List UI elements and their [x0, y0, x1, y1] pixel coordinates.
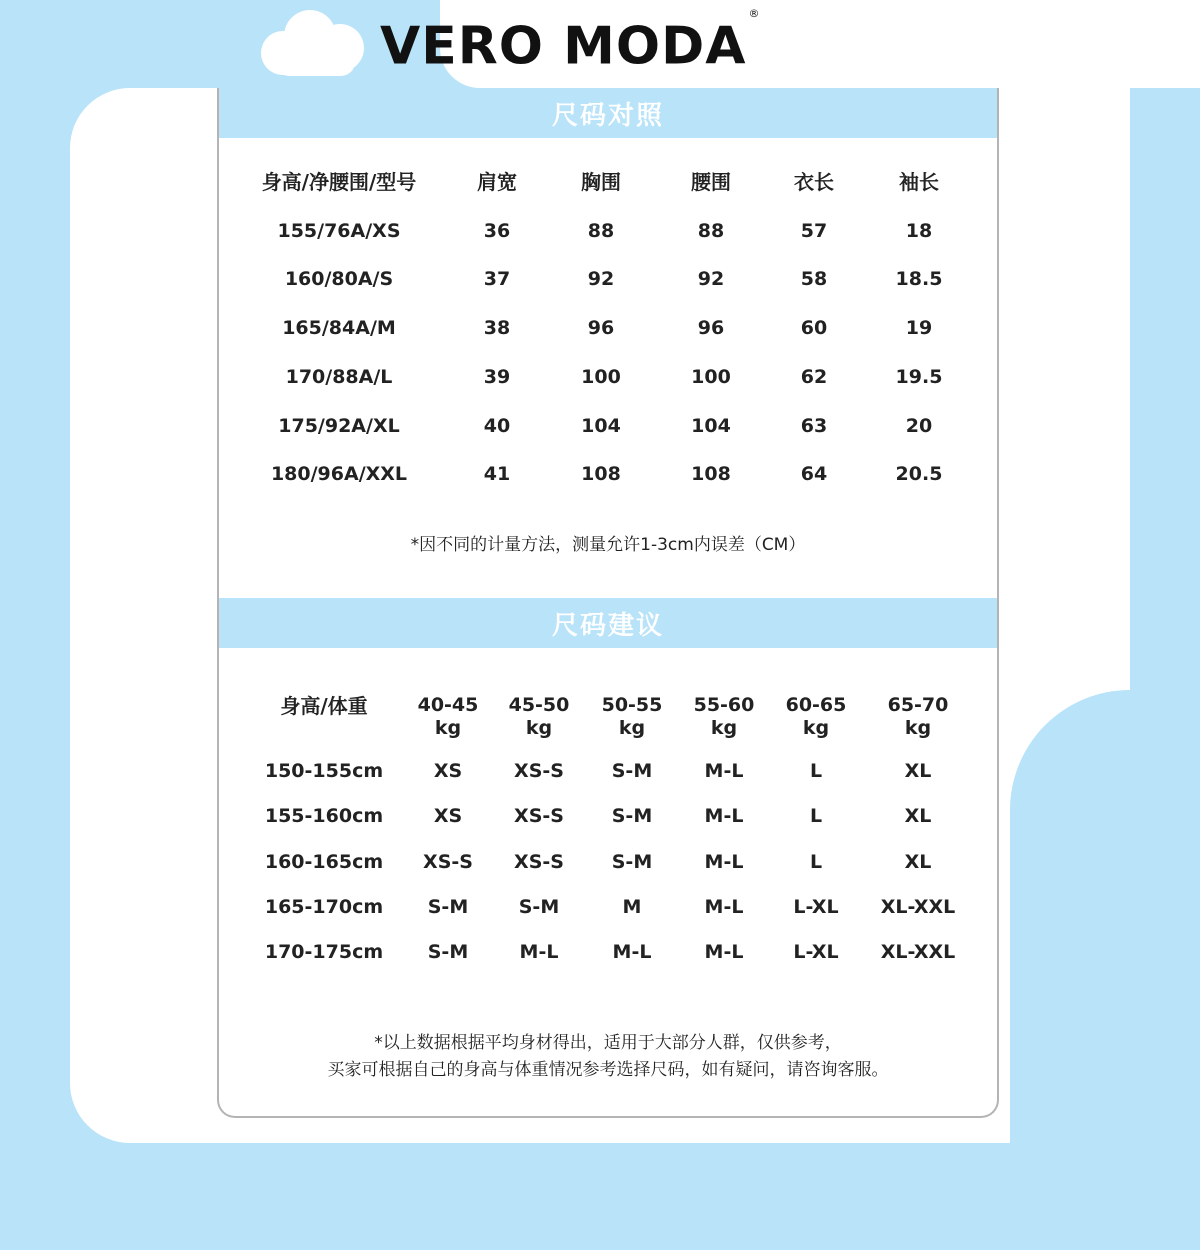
height-range-cell: 170-175cm — [264, 941, 384, 964]
cloud-icon — [255, 8, 370, 83]
size-chart-row — [219, 263, 997, 295]
size-chart-cell: 108 — [691, 463, 731, 486]
size-chart-cell: 100 — [581, 365, 621, 388]
registered-mark: ® — [748, 7, 761, 20]
size-advice-row — [219, 846, 997, 878]
size-advice-cell: XL-XXL — [880, 941, 956, 964]
size-chart-cell: 100 — [691, 365, 731, 388]
size-advice-weight-header — [494, 694, 584, 742]
size-chart-row — [219, 215, 997, 247]
size-advice-weight-header — [771, 694, 861, 742]
size-chart-cell: 175/92A/XL — [278, 414, 400, 437]
size-advice-cell: XL — [904, 760, 932, 782]
size-advice-cell: M-L — [704, 895, 744, 918]
size-advice-cell: XS-S — [423, 850, 473, 873]
size-advice-cell: XL — [904, 850, 932, 873]
size-chart-cell: 38 — [483, 317, 511, 340]
size-advice-note-line1: *以上数据根据平均身材得出，适用于大部分人群，仅供参考， — [374, 1033, 842, 1053]
size-chart-header-cell: 胸围 — [581, 170, 621, 194]
size-advice-cell: M-L — [704, 941, 744, 964]
height-range-cell: 165-170cm — [264, 895, 384, 918]
weight-range: 40-45 — [417, 694, 479, 716]
weight-range: 60-65 — [785, 694, 847, 716]
size-chart-cell: 20.5 — [895, 463, 943, 486]
size-chart-cell: 19 — [905, 317, 933, 340]
size-chart-header-cell: 身高/净腰围/型号 — [261, 170, 417, 194]
size-chart-cell: 60 — [800, 317, 828, 340]
height-range-cell: 160-165cm — [264, 850, 384, 873]
size-chart-header-cell: 肩宽 — [477, 170, 517, 194]
size-chart-cell: 96 — [587, 317, 615, 340]
size-chart-row — [219, 361, 997, 393]
size-advice-cell: M — [622, 895, 642, 918]
size-advice-cell: S-M — [427, 895, 469, 918]
weight-range: 65-70 — [887, 694, 949, 716]
size-chart-cell: 180/96A/XXL — [270, 463, 408, 486]
weight-unit: kg — [710, 717, 738, 739]
size-advice-row — [219, 891, 997, 923]
size-chart-cell: 92 — [697, 268, 725, 291]
size-chart-cell: 104 — [581, 414, 621, 437]
height-range-cell: 155-160cm — [264, 805, 384, 828]
size-advice-row — [219, 800, 997, 832]
weight-range: 45-50 — [508, 694, 570, 716]
height-range-cell: 150-155cm — [264, 760, 384, 782]
size-advice-cell: XS — [433, 760, 463, 782]
size-chart-row — [219, 312, 997, 344]
background-wave — [1010, 690, 1200, 1250]
weight-unit: kg — [904, 717, 932, 739]
size-chart-cell: 63 — [800, 414, 828, 437]
size-chart-cell: 39 — [483, 365, 511, 388]
size-advice-weight-header — [403, 694, 493, 742]
size-advice-note — [219, 1030, 997, 1084]
size-advice-cell: S-M — [611, 850, 653, 873]
size-chart-cell: 108 — [581, 463, 621, 486]
size-chart-header-cell: 衣长 — [794, 170, 834, 194]
weight-range: 50-55 — [601, 694, 663, 716]
size-chart-cell: 88 — [697, 219, 725, 242]
size-advice-weight-header — [863, 694, 973, 742]
size-chart-header-cell: 袖长 — [899, 170, 939, 194]
size-advice-header-cell: 身高/体重 — [280, 694, 368, 718]
size-chart-cell: 20 — [905, 414, 933, 437]
size-chart-cell: 18 — [905, 219, 933, 242]
size-advice-cell: L — [809, 760, 823, 782]
size-advice-title: 尺码建议 — [551, 610, 664, 641]
size-advice-row — [219, 755, 997, 787]
size-advice-cell: M-L — [519, 941, 559, 964]
size-advice-cell: L — [809, 805, 823, 828]
weight-unit: kg — [618, 717, 646, 739]
size-advice-cell: L-XL — [793, 895, 839, 918]
size-chart-cell: 18.5 — [895, 268, 943, 291]
size-advice-banner — [219, 598, 997, 648]
size-advice-cell: S-M — [427, 941, 469, 964]
size-chart-note: *因不同的计量方法，测量允许1-3cm内误差（CM） — [410, 535, 806, 555]
size-advice-cell: S-M — [611, 805, 653, 828]
size-advice-cell: S-M — [518, 895, 560, 918]
size-chart-cell: 96 — [697, 317, 725, 340]
size-advice-cell: XS-S — [514, 805, 564, 828]
size-advice-cell: M-L — [704, 850, 744, 873]
size-advice-note-line2: 买家可根据自己的身高与体重情况参考选择尺码，如有疑问，请咨询客服。 — [327, 1060, 889, 1080]
size-advice-cell: L — [809, 850, 823, 873]
size-advice-cell: XL-XXL — [880, 895, 956, 918]
size-card — [217, 88, 999, 1118]
size-chart-cell: 170/88A/L — [285, 365, 393, 388]
size-chart-cell: 57 — [800, 219, 828, 242]
size-chart-title: 尺码对照 — [551, 100, 664, 131]
size-advice-cell: XS-S — [514, 760, 564, 782]
size-chart-row — [219, 410, 997, 442]
size-chart-cell: 40 — [483, 414, 511, 437]
size-chart-cell: 165/84A/M — [282, 317, 396, 340]
size-advice-cell: M-L — [704, 760, 744, 782]
size-advice-cell: XS — [433, 805, 463, 828]
size-chart-cell: 104 — [691, 414, 731, 437]
size-chart-cell: 64 — [800, 463, 828, 486]
size-chart-cell: 88 — [587, 219, 615, 242]
size-chart-header-row — [219, 166, 997, 198]
weight-range: 55-60 — [693, 694, 755, 716]
size-chart-cell: 41 — [483, 463, 511, 486]
size-advice-weight-header — [587, 694, 677, 742]
size-chart-header-cell: 腰围 — [691, 170, 731, 194]
size-advice-cell: XS-S — [514, 850, 564, 873]
size-advice-row — [219, 936, 997, 968]
size-chart-row — [219, 458, 997, 490]
weight-unit: kg — [802, 717, 830, 739]
size-chart-cell: 92 — [587, 268, 615, 291]
size-advice-cell: M-L — [612, 941, 652, 964]
size-chart-cell: 36 — [483, 219, 511, 242]
weight-unit: kg — [434, 717, 462, 739]
size-chart-cell: 160/80A/S — [284, 268, 394, 291]
size-advice-weight-header — [679, 694, 769, 742]
size-advice-cell: XL — [904, 805, 932, 828]
size-chart-cell: 58 — [800, 268, 828, 291]
size-advice-cell: M-L — [704, 805, 744, 828]
size-advice-cell: L-XL — [793, 941, 839, 964]
brand-name: VERO MODA — [380, 16, 747, 77]
weight-unit: kg — [525, 717, 553, 739]
size-advice-cell: S-M — [611, 760, 653, 782]
size-advice-header-row — [219, 694, 997, 744]
size-chart-cell: 62 — [800, 365, 828, 388]
brand-logo — [380, 7, 761, 77]
size-chart-cell: 19.5 — [895, 365, 943, 388]
size-chart-cell: 155/76A/XS — [277, 219, 401, 242]
size-chart-cell: 37 — [483, 268, 511, 291]
size-chart-banner — [219, 88, 997, 138]
